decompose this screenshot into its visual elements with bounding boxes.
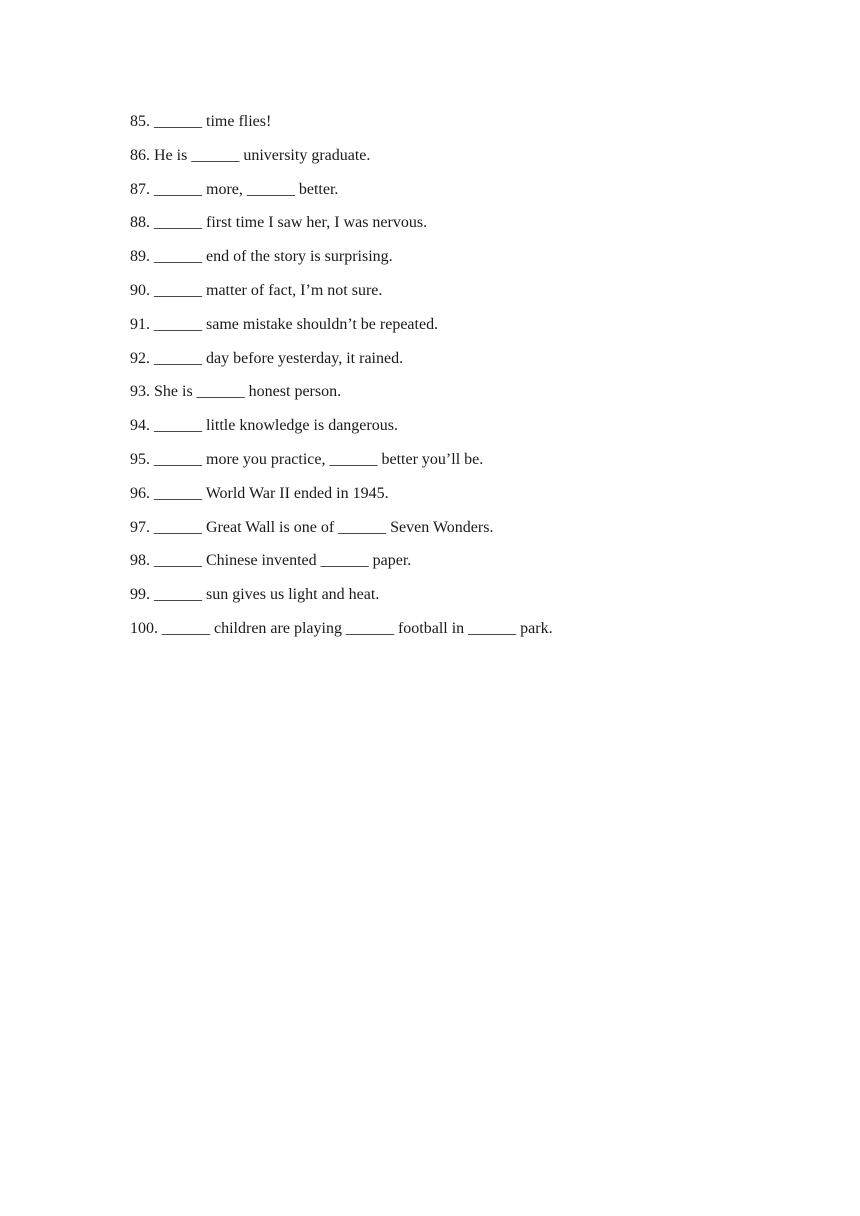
exercise-item: 92. ______ day before yesterday, it rained.: [130, 349, 404, 367]
exercise-item: 100. ______ children are playing ______ football in ______ park.: [130, 619, 553, 637]
exercise-item: 87. ______ more, ______ better.: [130, 180, 339, 198]
exercise-item: 88. ______ first time I saw her, I was nervous.: [130, 214, 428, 232]
exercise-item: 93. She is ______ honest person.: [130, 383, 342, 401]
exercise-list: [130, 110, 553, 651]
exercise-item: 98. ______ Chinese invented ______ paper.: [130, 552, 412, 570]
exercise-item: 85. ______ time flies!: [130, 113, 272, 130]
exercise-item: 89. ______ end of the story is surprising.: [130, 248, 393, 266]
exercise-item: 90. ______ matter of fact, I’m not sure.: [130, 281, 383, 299]
exercise-item: 94. ______ little knowledge is dangerous.: [130, 417, 398, 435]
exercise-item: 97. ______ Great Wall is one of ______ Seven Wonders.: [130, 518, 494, 536]
exercise-item: 86. He is ______ university graduate.: [130, 146, 371, 164]
exercise-item: 95. ______ more you practice, ______ better you’ll be.: [130, 450, 484, 468]
exercise-item: 99. ______ sun gives us light and heat.: [130, 586, 380, 604]
exercise-item: 96. ______ World War II ended in 1945.: [130, 484, 389, 502]
exercise-item: 91. ______ same mistake shouldn’t be repeated.: [130, 315, 439, 333]
